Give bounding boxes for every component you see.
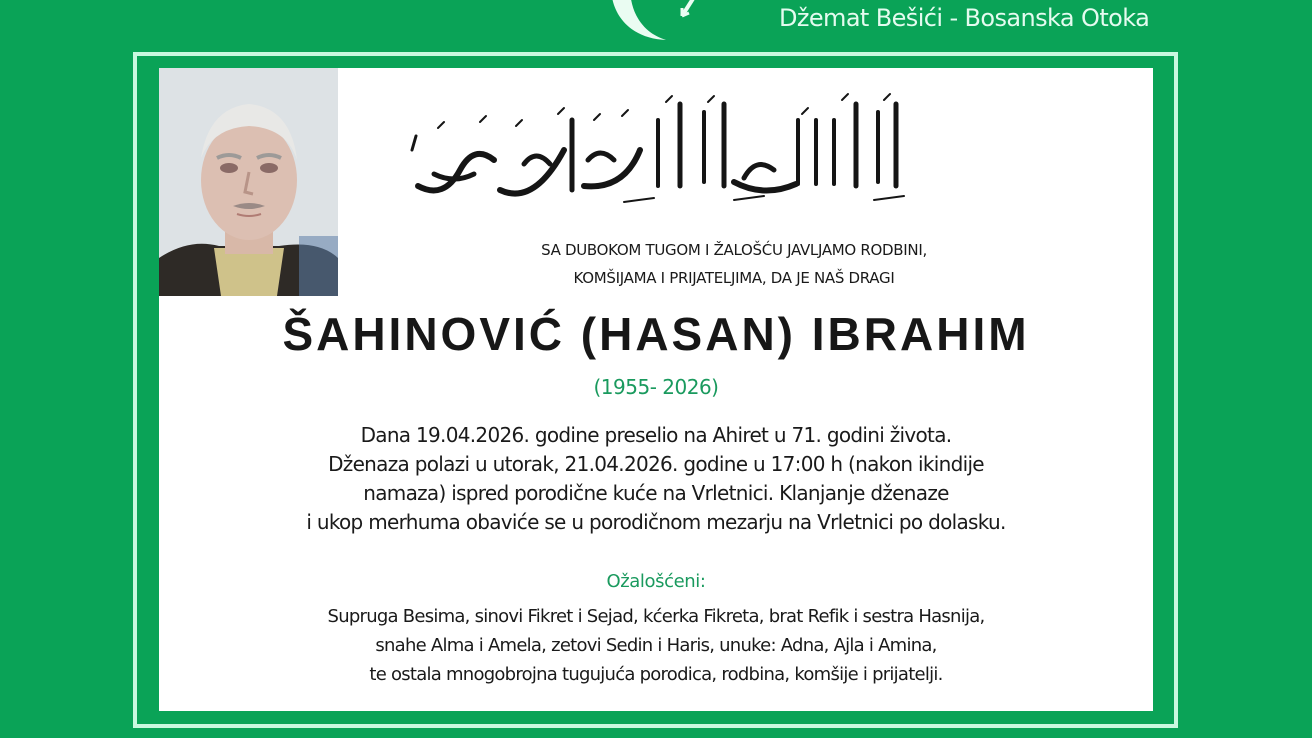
deceased-portrait-photo: [159, 68, 338, 296]
announcement-line: i ukop merhuma obaviće se u porodičnom mezarju na Vrletnici po dolasku.: [306, 510, 1006, 534]
intro-line-2: KOMŠIJAMA I PRIJATELJIMA, DA JE NAŠ DRAGI: [573, 269, 895, 287]
mourners-line: te ostala mnogobrojna tugujuća porodica, rodbina, komšije i prijatelji.: [369, 664, 943, 685]
crescent-moon-icon: [596, 0, 716, 44]
announcement-text: [199, 421, 1113, 537]
mourners-heading: Ožalošćeni:: [606, 571, 706, 592]
deceased-years: (1955- 2026): [593, 375, 719, 399]
organization-title: Džemat Bešići - Bosanska Otoka: [779, 4, 1150, 32]
announcement-line: Dana 19.04.2026. godine preselio na Ahiret u 71. godini života.: [360, 423, 952, 447]
obituary-panel: [159, 68, 1153, 711]
deceased-name: ŠAHINOVIĆ (HASAN) IBRAHIM: [282, 308, 1030, 360]
mourners-list: [179, 602, 1133, 689]
intro-line-1: SA DUBOKOM TUGOM I ŽALOŠĆU JAVLJAMO RODBINI,: [541, 241, 927, 259]
announcement-line: Dženaza polazi u utorak, 21.04.2026. godine u 17:00 h (nakon ikindije: [328, 452, 984, 476]
arabic-calligraphy-inscription: [404, 90, 914, 218]
intro-text: [319, 236, 1149, 292]
mourners-line: Supruga Besima, sinovi Fikret i Sejad, kćerka Fikreta, brat Refik i sestra Hasnija,: [327, 606, 985, 627]
announcement-line: namaza) ispred porodične kuće na Vrletnici. Klanjanje dženaze: [363, 481, 949, 505]
mourners-line: snahe Alma i Amela, zetovi Sedin i Haris, unuke: Adna, Ajla i Amina,: [375, 635, 937, 656]
